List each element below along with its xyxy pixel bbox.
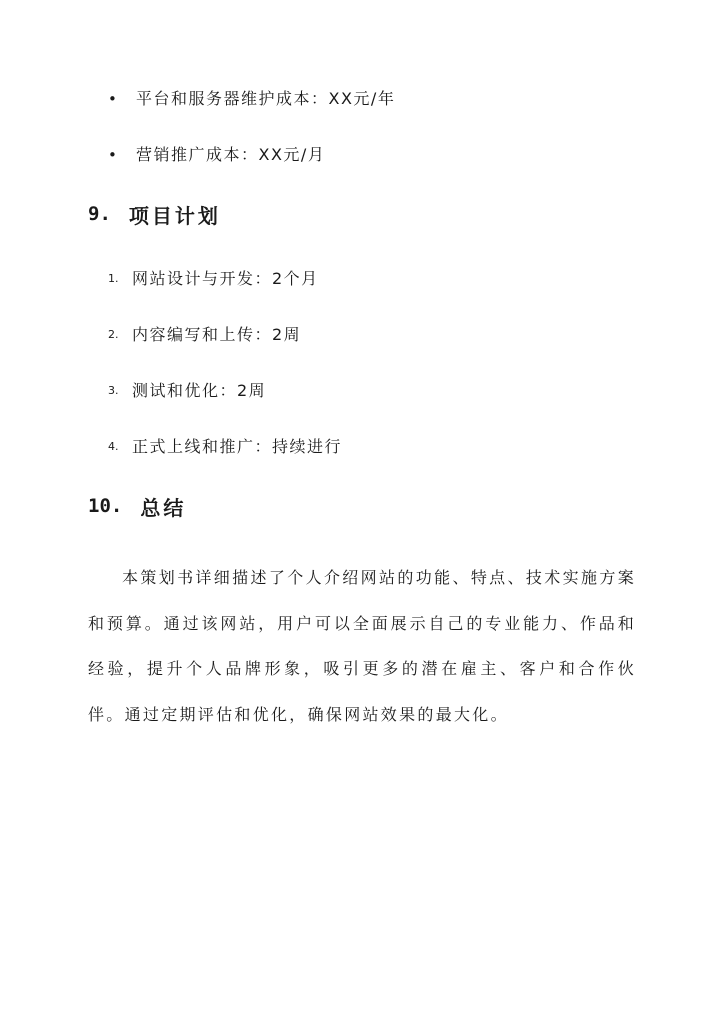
plan-item-3	[108, 379, 266, 403]
list-number: 4.	[108, 440, 119, 453]
bullet-marker: •	[108, 146, 117, 164]
bullet-marker: •	[108, 90, 117, 108]
list-item-text: 正式上线和推广：持续进行	[132, 437, 343, 456]
section-10-heading	[88, 490, 186, 522]
list-item-text: 网站设计与开发：2个月	[132, 269, 319, 288]
section-title: 项目计划	[128, 203, 221, 228]
list-number: 1.	[108, 272, 119, 285]
list-number: 3.	[108, 384, 119, 397]
list-number: 2.	[108, 328, 119, 341]
section-title: 总结	[140, 495, 187, 520]
summary-paragraph: 本策划书详细描述了个人介绍网站的功能、特点、技术实施方案和预算。通过该网站，用户可以全面展示自己的专业能力、作品和经验，提升个人品牌形象，吸引更多的潜在雇主、客户和合作伙伴。通过定期评估和优化，确保网站效果的最大化。	[88, 568, 636, 724]
section-9-heading	[88, 198, 221, 230]
list-item-text: 测试和优化：2周	[132, 381, 267, 400]
section-number: 9.	[88, 203, 111, 225]
list-item-text: 内容编写和上传：2周	[132, 325, 302, 344]
bullet-item-marketing-cost	[108, 143, 325, 167]
plan-item-4	[108, 435, 342, 459]
bullet-item-platform-cost	[108, 87, 395, 111]
bullet-text: 营销推广成本：XX元/月	[136, 145, 326, 164]
bullet-text: 平台和服务器维护成本：XX元/年	[136, 89, 396, 108]
plan-item-1	[108, 267, 319, 291]
section-number: 10.	[88, 495, 123, 517]
plan-item-2	[108, 323, 301, 347]
